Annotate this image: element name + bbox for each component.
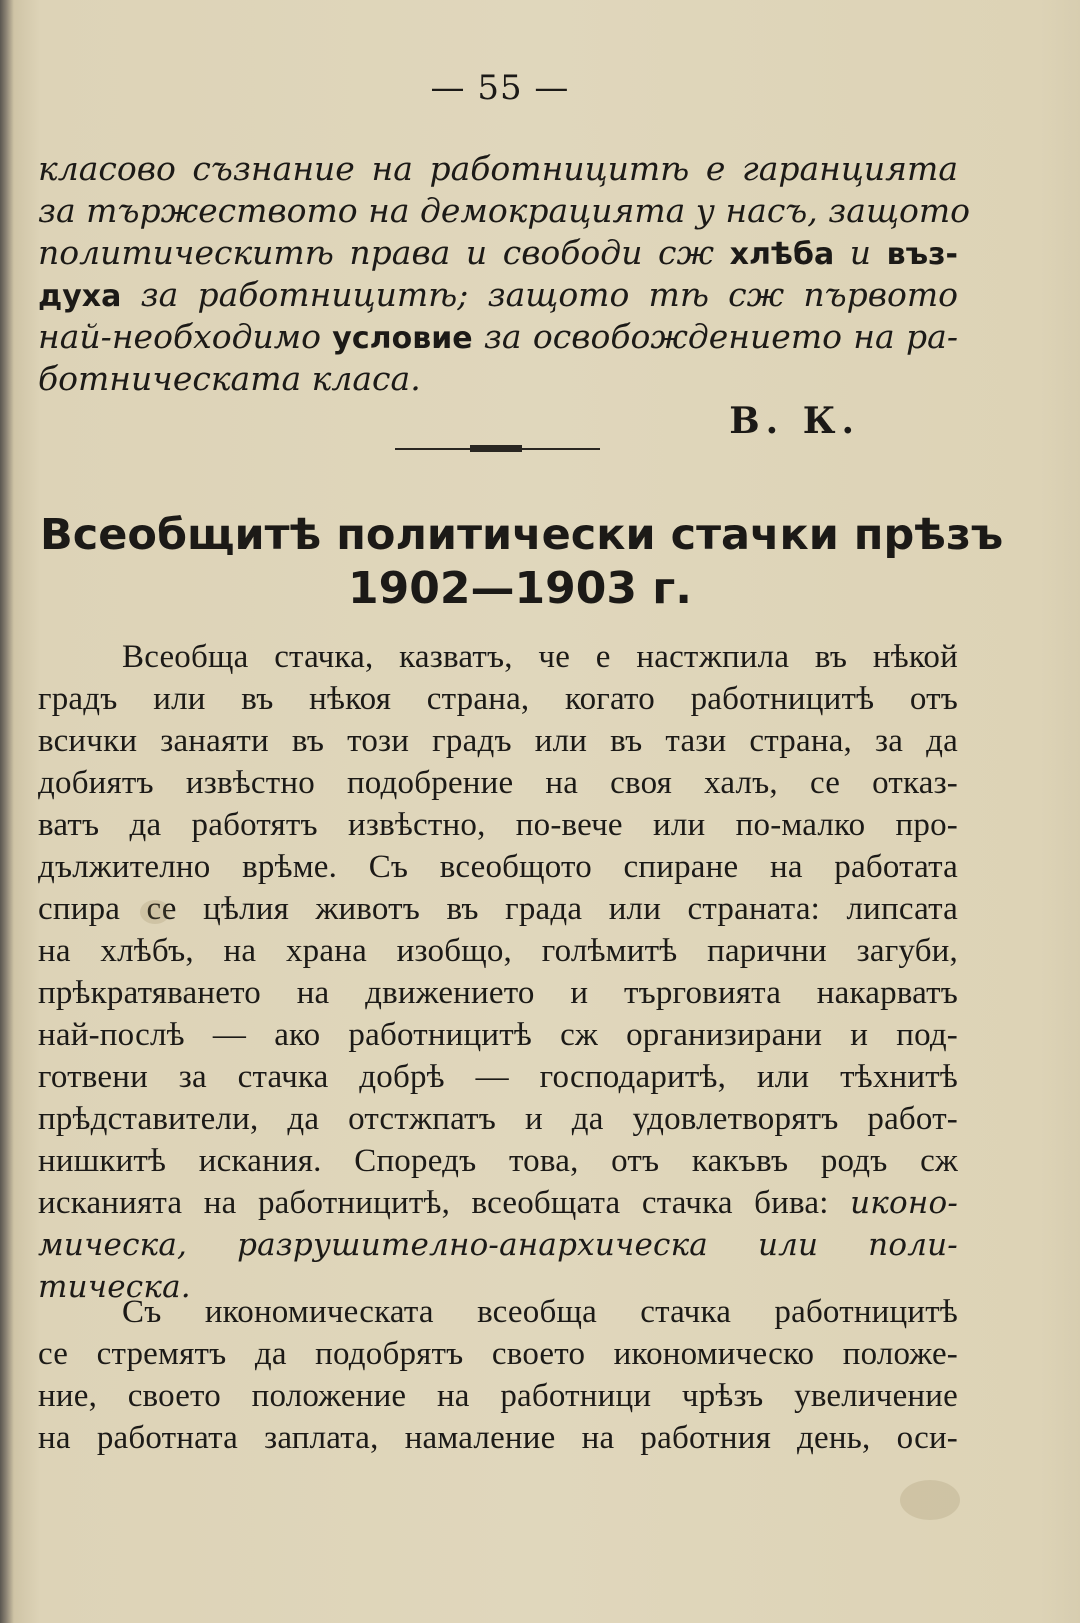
intro-text: политическитѣ права и свободи сж: [38, 233, 730, 272]
line-text: добиятъ извѣстно подобрение на своя халъ, се отказ-: [38, 765, 958, 801]
line-text: на работната заплата, намаление на работния день, оси-: [38, 1420, 958, 1456]
text-line: [38, 1375, 958, 1417]
line-text: най-послѣ — ако работницитѣ сж организирани и под-: [38, 1017, 958, 1053]
page-number: — 55 —: [430, 68, 570, 108]
intro-line: [38, 274, 958, 316]
section-divider-ornament: [470, 445, 522, 452]
line-text: исканията на работницитѣ, всеобщата стачка бива:: [38, 1185, 851, 1221]
text-line: [38, 1224, 958, 1266]
intro-line: [38, 358, 958, 400]
text-line: [38, 888, 958, 930]
intro-text: за тържеството на демокрацията у насъ, защото: [38, 191, 971, 230]
intro-text: и: [834, 233, 887, 272]
intro-paragraph: [38, 148, 971, 400]
text-line: [38, 1333, 958, 1375]
emphasized-word: духа: [38, 279, 122, 314]
line-text: Всеобща стачка, казватъ, че е настжпила въ нѣкой: [122, 639, 958, 675]
text-line: [38, 720, 958, 762]
body-paragraph-2: [38, 1291, 958, 1459]
line-text: ние, своето положение на работници чрѣзъ увеличение: [38, 1378, 958, 1414]
intro-text: ботническата класа.: [38, 359, 421, 398]
intro-line: [38, 190, 971, 232]
line-text: Съ икономическата всеобща стачка работницитѣ: [122, 1294, 958, 1330]
heading-line-1: Всеобщитѣ политически стачки прѣзъ: [40, 510, 1004, 560]
intro-text: класово съзнание на работницитѣ е гаранцията: [38, 149, 958, 188]
text-line: [38, 846, 958, 888]
line-text: градъ или въ нѣкоя страна, когато работницитѣ отъ: [38, 681, 958, 717]
text-line: [38, 930, 958, 972]
text-line: [38, 1291, 958, 1333]
line-text: дължително врѣме. Съ всеобщото спиране на работата: [38, 849, 958, 885]
line-text: се стремятъ да подобрятъ своето икономическо положе-: [38, 1336, 958, 1372]
line-text: нишкитѣ искания. Споредъ това, отъ какъвъ родъ сж: [38, 1143, 958, 1179]
italic-term: иконо-: [850, 1185, 958, 1221]
author-signature: В. К.: [729, 400, 860, 442]
paper-stain: [900, 1480, 960, 1520]
article-heading: [40, 508, 1004, 616]
text-line: [38, 804, 958, 846]
intro-line: [38, 232, 958, 274]
text-line: [38, 972, 958, 1014]
text-line: [38, 678, 958, 720]
line-text: всички занаяти въ този градъ или въ тази страна, за да: [38, 723, 958, 759]
text-line: [38, 1417, 958, 1459]
line-text: спира се цѣлия животъ въ града или страната: липсата: [38, 891, 958, 927]
line-text: на хлѣбъ, на храна изобщо, голѣмитѣ парични загуби,: [38, 933, 958, 969]
emphasized-word: хлѣба: [729, 237, 835, 272]
text-line: [38, 1182, 958, 1224]
intro-text: за работницитѣ; защото тѣ сж първото: [121, 275, 958, 314]
italic-term: тическа.: [38, 1269, 191, 1305]
intro-line: [38, 316, 958, 358]
intro-line: [38, 148, 958, 190]
line-text: готвени за стачка добрѣ — господаритѣ, или тѣхнитѣ: [38, 1059, 958, 1095]
emphasized-word: условие: [332, 321, 473, 356]
text-line: [38, 1098, 958, 1140]
paper-stain: [140, 900, 170, 924]
text-line: [38, 636, 958, 678]
line-text: прѣдставители, да отстжпатъ и да удовлетворятъ работ-: [38, 1101, 958, 1137]
text-line: [38, 1140, 958, 1182]
intro-text: за освобождението на ра-: [472, 317, 958, 356]
italic-term: мическа, разрушително-анархическа или поли-: [38, 1227, 958, 1263]
text-line: [38, 1014, 958, 1056]
body-paragraph-1: [38, 636, 958, 1308]
text-line: [38, 1056, 958, 1098]
heading-line-2: 1902—1903 г.: [348, 563, 692, 614]
text-line: [38, 762, 958, 804]
emphasized-word: въз-: [886, 237, 958, 272]
intro-text: най-необходимо: [38, 317, 333, 356]
line-text: ватъ да работятъ извѣстно, по-вече или по-малко про-: [38, 807, 958, 843]
line-text: прѣкратяването на движението и търговията накарватъ: [38, 975, 958, 1011]
